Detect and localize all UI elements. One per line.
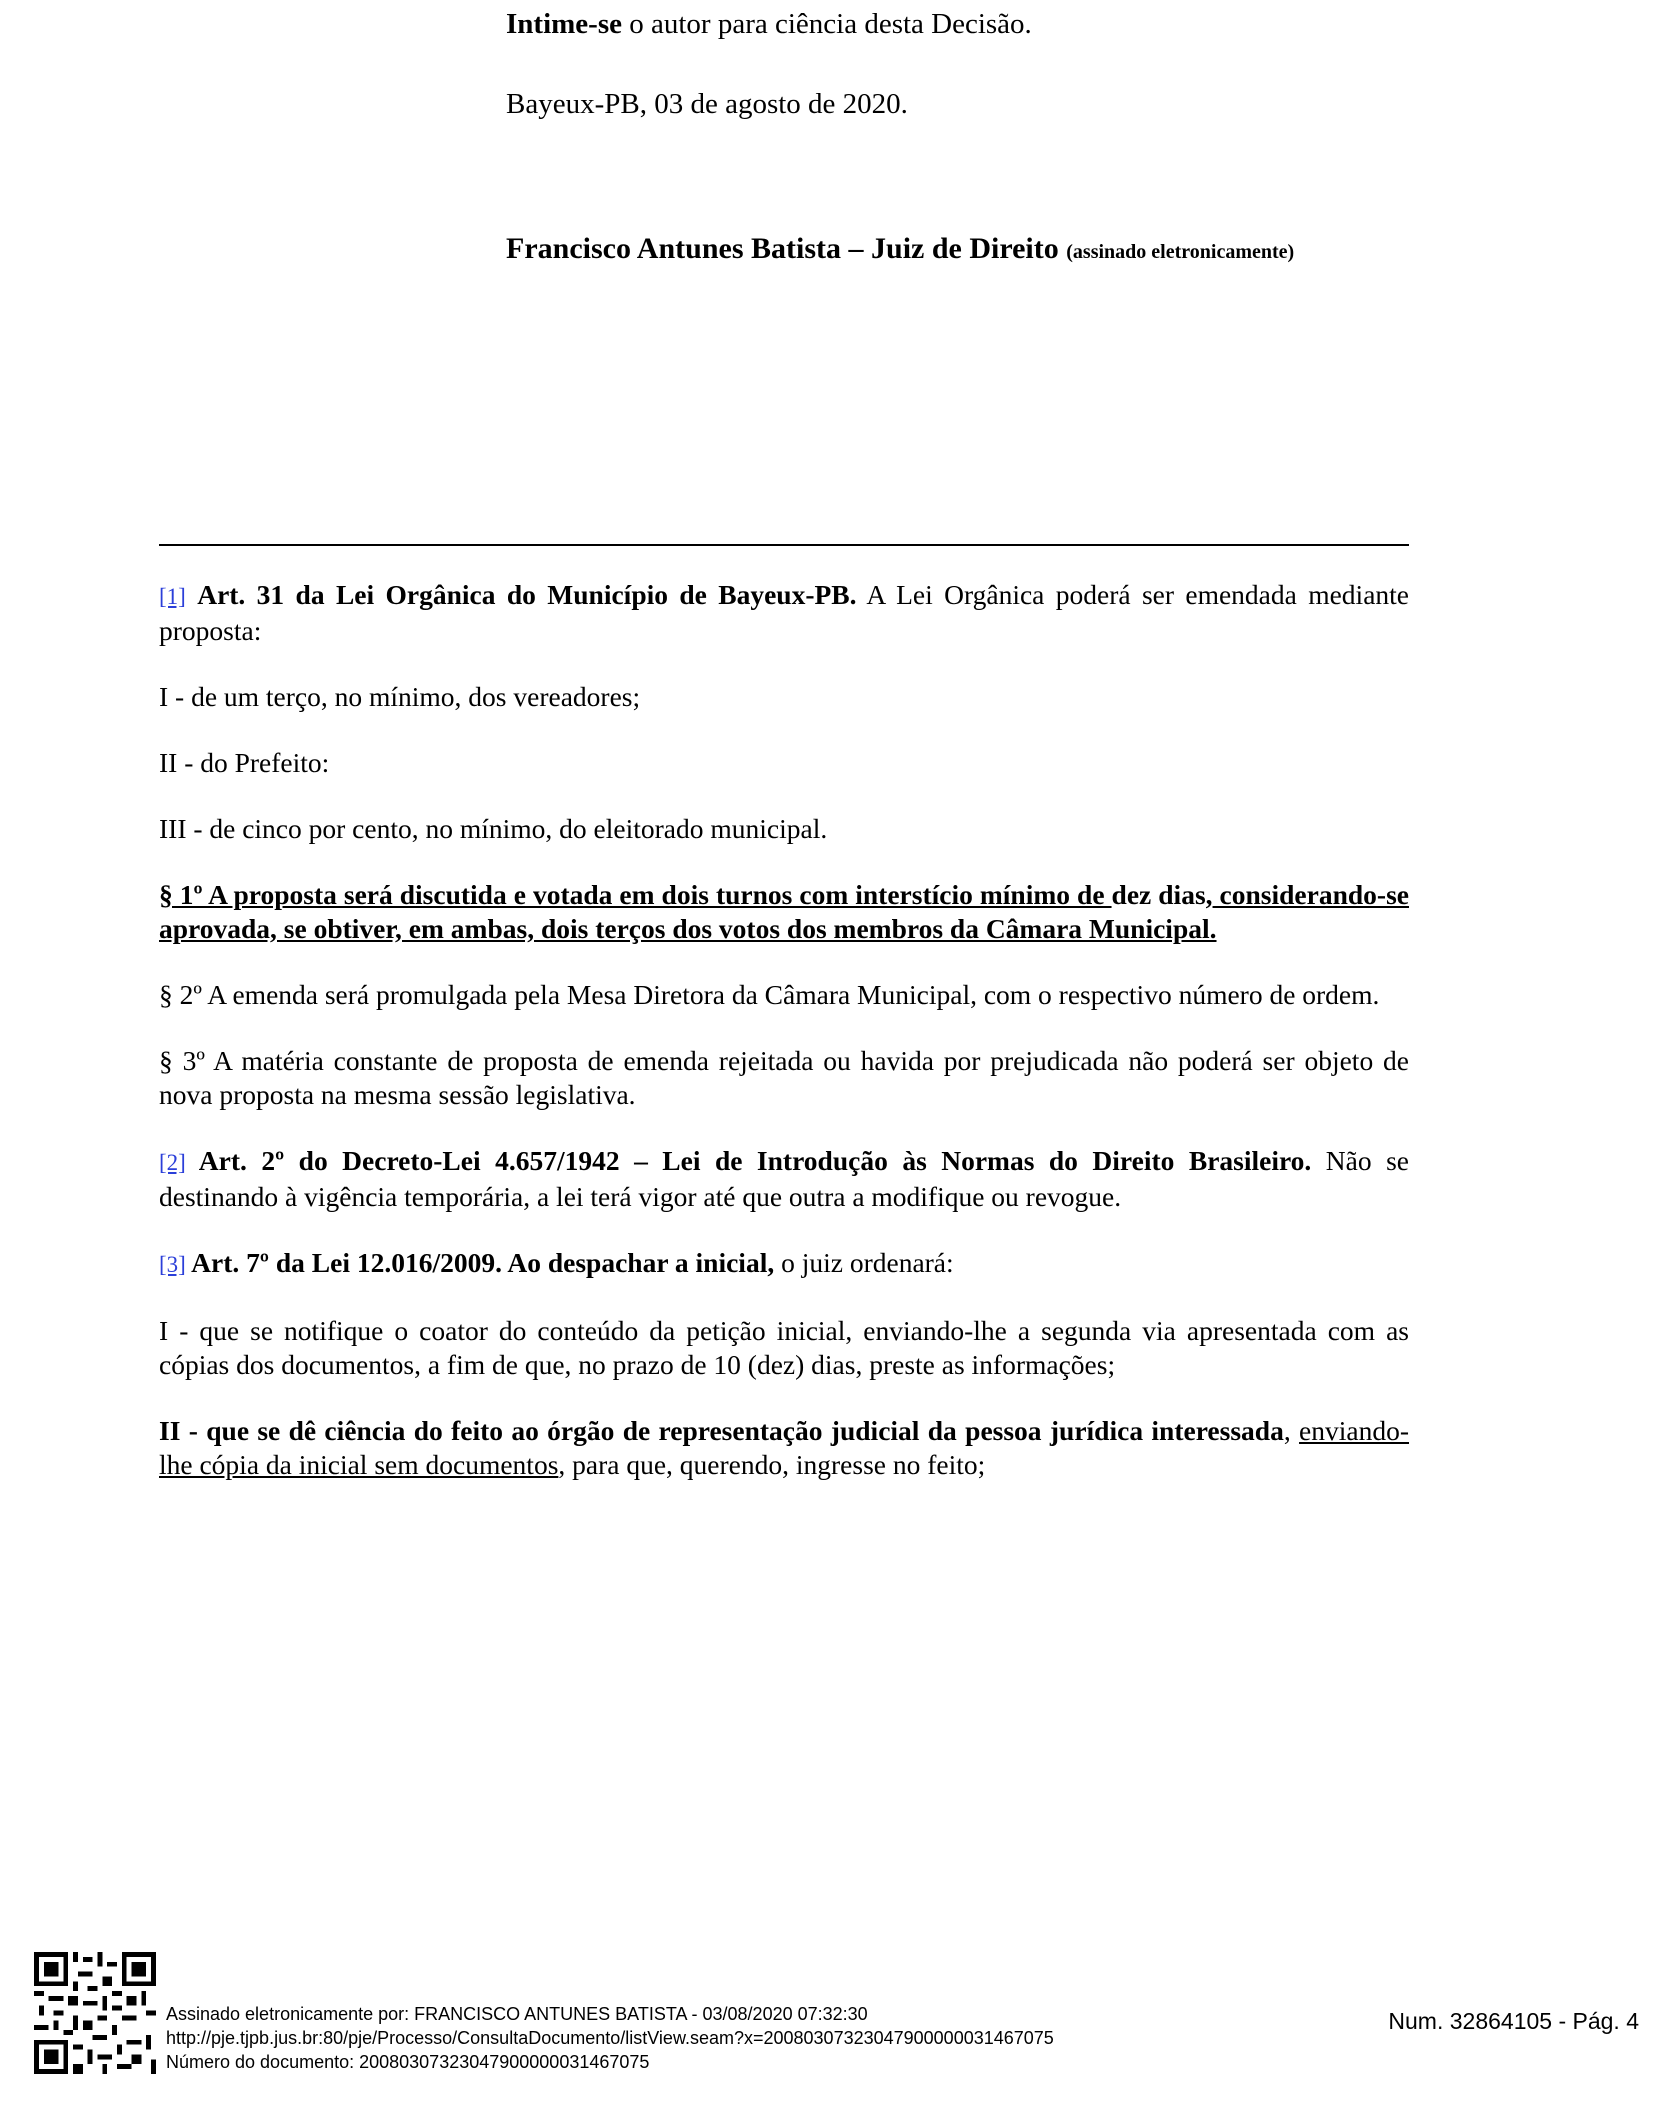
- footnote-3-item-2: [159, 1414, 1409, 1482]
- footnote-1-title: Art. 31 da Lei Orgânica do Município de Bayeux-PB.: [197, 579, 857, 610]
- footnote-2: [159, 1144, 1409, 1214]
- intimacao-text: o autor para ciência desta Decisão.: [621, 8, 1032, 40]
- footnote-ref-3[interactable]: [3]: [159, 1252, 186, 1277]
- footnote-1: [159, 578, 1409, 648]
- signed-by-text: Assinado eletronicamente por: FRANCISCO ANTUNES BATISTA - 03/08/2020 07:32:30: [166, 2004, 868, 2024]
- footnote-1-text: A Lei Orgânica poderá ser emendada mediante proposta:: [159, 579, 1409, 646]
- document-number: Número do documento: 20080307323047900000031467075: [166, 2052, 650, 2072]
- item-2-rest: , para que, querendo, ingresse no feito;: [558, 1449, 986, 1480]
- footer-signature-info: [166, 2002, 1054, 2074]
- document-footer: [0, 1944, 1653, 2084]
- item-2-underlined: enviando-lhe cópia da inicial sem documentos: [159, 1415, 1410, 1480]
- intimacao-bold: Intime-se: [506, 8, 622, 40]
- signature-line: [506, 232, 1294, 266]
- footnote-3-item-1: I - que se notifique o coator do conteúdo da petição inicial, enviando-lhe a segunda via apresentada com as cópias dos documentos, a fim de que, no prazo de 10 (dez) dias, preste as informações;: [159, 1315, 1409, 1380]
- judge-signature: Francisco Antunes Batista – Juiz de Direito: [506, 232, 1059, 265]
- paragraph-1-underlined-2: considerando-se aprovada, se obtiver, em ambas, dois terços dos votos dos membros da Câmara Municipal.: [159, 879, 1409, 944]
- qr-code-icon: [34, 1952, 156, 2074]
- intimacao-line: [506, 8, 1032, 41]
- footnote-separator: [159, 544, 1409, 546]
- item-2-comma: ,: [1283, 1415, 1291, 1446]
- footnote-ref-2[interactable]: [2]: [159, 1150, 186, 1175]
- footnote-1-paragraph-1: [159, 878, 1409, 946]
- footnote-1-paragraph-3: § 3º A matéria constante de proposta de emenda rejeitada ou havida por prejudicada não poderá ser objeto de nova proposta na mesma sessão legislativa.: [159, 1045, 1409, 1110]
- footnote-3: [159, 1246, 1409, 1282]
- signature-note: (assinado eletronicamente): [1066, 241, 1295, 263]
- paragraph-1-bold: dez dias,: [1111, 879, 1213, 910]
- footnote-3-title: Art. 7º da Lei 12.016/2009. Ao despachar a inicial,: [185, 1247, 775, 1278]
- footnote-ref-1[interactable]: [1]: [159, 584, 186, 609]
- document-url[interactable]: http://pje.tjpb.jus.br:80/pje/Processo/ConsultaDocumento/listView.seam?x=20080307323047900000031467075: [166, 2028, 1054, 2048]
- footnote-3-text: o juiz ordenará:: [774, 1247, 954, 1278]
- footnote-2-title: Art. 2º do Decreto-Lei 4.657/1942 – Lei de Introdução às Normas do Direito Brasileiro.: [185, 1145, 1312, 1176]
- footnotes-section: [159, 578, 1409, 1514]
- footnote-1-item-3: III - de cinco por cento, no mínimo, do eleitorado municipal.: [159, 813, 828, 844]
- footnote-2-text: Não se destinando à vigência temporária, a lei terá vigor até que outra a modifique ou revogue.: [159, 1145, 1409, 1212]
- footnote-1-item-2: II - do Prefeito:: [159, 747, 330, 778]
- paragraph-1-underlined: § 1º A proposta será discutida e votada em dois turnos com interstício mínimo de: [159, 879, 1112, 910]
- place-date: Bayeux-PB, 03 de agosto de 2020.: [506, 88, 908, 120]
- item-2-bold: II - que se dê ciência do feito ao órgão de representação judicial da pessoa jurídica interessada: [159, 1415, 1284, 1446]
- page-number: Num. 32864105 - Pág. 4: [1388, 2008, 1639, 2034]
- footnote-1-item-1: I - de um terço, no mínimo, dos vereadores;: [159, 681, 641, 712]
- footnote-1-paragraph-2: § 2º A emenda será promulgada pela Mesa Diretora da Câmara Municipal, com o respectivo número de ordem.: [159, 979, 1380, 1010]
